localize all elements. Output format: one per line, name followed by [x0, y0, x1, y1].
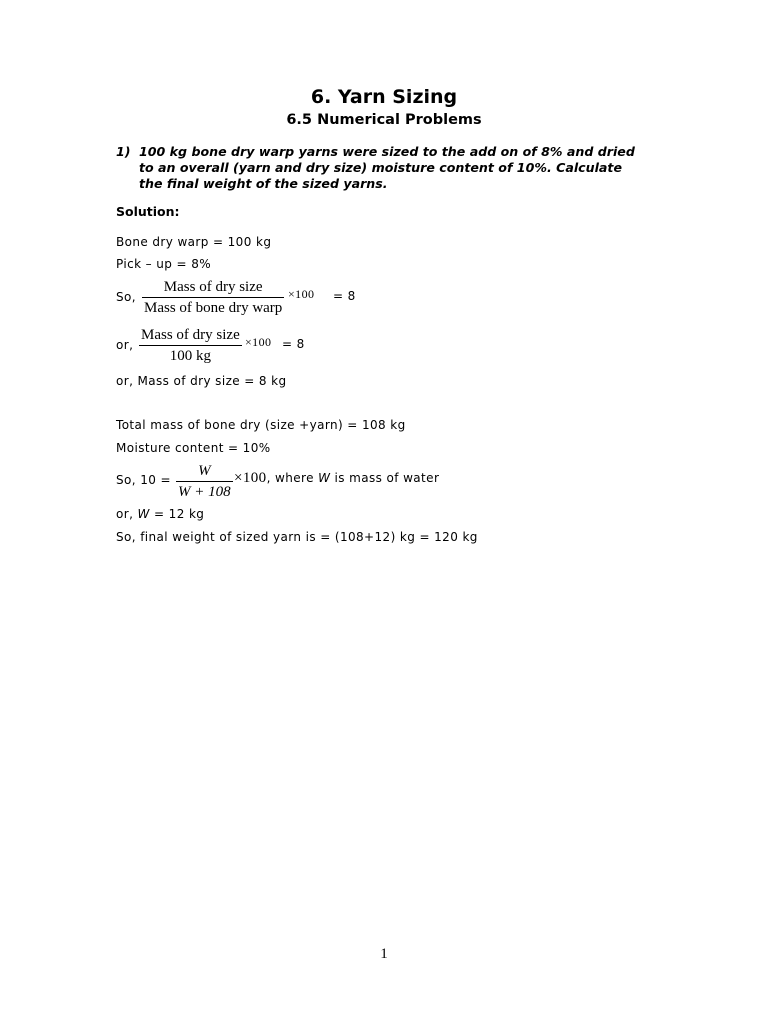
w-result-prefix: or,	[116, 507, 138, 521]
dry-size-result-line: or, Mass of dry size = 8 kg	[116, 374, 287, 388]
problem-number: 1)	[116, 144, 131, 159]
eq2-prefix: or,	[116, 338, 134, 352]
final-weight-line: So, final weight of sized yarn is = (108+12) kg = 120 kg	[116, 530, 478, 544]
eq1-prefix: So,	[116, 290, 136, 304]
eq2-result: = 8	[282, 337, 305, 351]
total-mass-line: Total mass of bone dry (size +yarn) = 108 kg	[116, 418, 406, 432]
problem-line: to an overall (yarn and dry size) moisture content of 10%. Calculate	[139, 160, 622, 175]
eq3-suffix-before: , where	[266, 471, 319, 485]
eq3-suffix-after: is mass of water	[330, 471, 440, 485]
w-result-suffix: = 12 kg	[149, 507, 205, 521]
eq1-times: ×100	[288, 287, 315, 301]
eq3-prefix: So, 10 =	[116, 473, 171, 487]
eq3-times: ×100	[234, 470, 267, 486]
problem-line: 100 kg bone dry warp yarns were sized to the add on of 8% and dried	[139, 144, 635, 159]
eq1-fraction	[142, 278, 284, 317]
problem-statement	[116, 144, 676, 192]
pick-up-line: Pick – up = 8%	[116, 257, 212, 271]
eq3-tail	[234, 470, 439, 487]
eq2-denominator: 100 kg	[139, 345, 242, 365]
eq2-fraction	[139, 326, 242, 365]
section-title: 6.5 Numerical Problems	[286, 112, 482, 128]
eq2-times: ×100	[245, 335, 272, 349]
eq1-numerator: Mass of dry size	[163, 279, 263, 295]
eq3-numerator: W	[198, 463, 211, 479]
moisture-line: Moisture content = 10%	[116, 441, 271, 455]
w-var: W	[137, 507, 150, 521]
problem-line: the final weight of the sized yarns.	[139, 176, 388, 191]
eq3-fraction	[176, 462, 233, 501]
eq1-denominator: Mass of bone dry warp	[142, 297, 284, 317]
solution-label: Solution:	[116, 204, 180, 219]
chapter-title: 6. Yarn Sizing	[310, 86, 458, 108]
eq2-numerator: Mass of dry size	[141, 327, 240, 343]
page-number: 1	[380, 946, 388, 962]
w-result-line	[116, 506, 204, 522]
bone-dry-warp-line: Bone dry warp = 100 kg	[116, 235, 272, 249]
eq1-result: = 8	[333, 289, 356, 303]
eq3-denominator: W + 108	[176, 481, 233, 501]
eq3-var: W	[318, 471, 331, 485]
